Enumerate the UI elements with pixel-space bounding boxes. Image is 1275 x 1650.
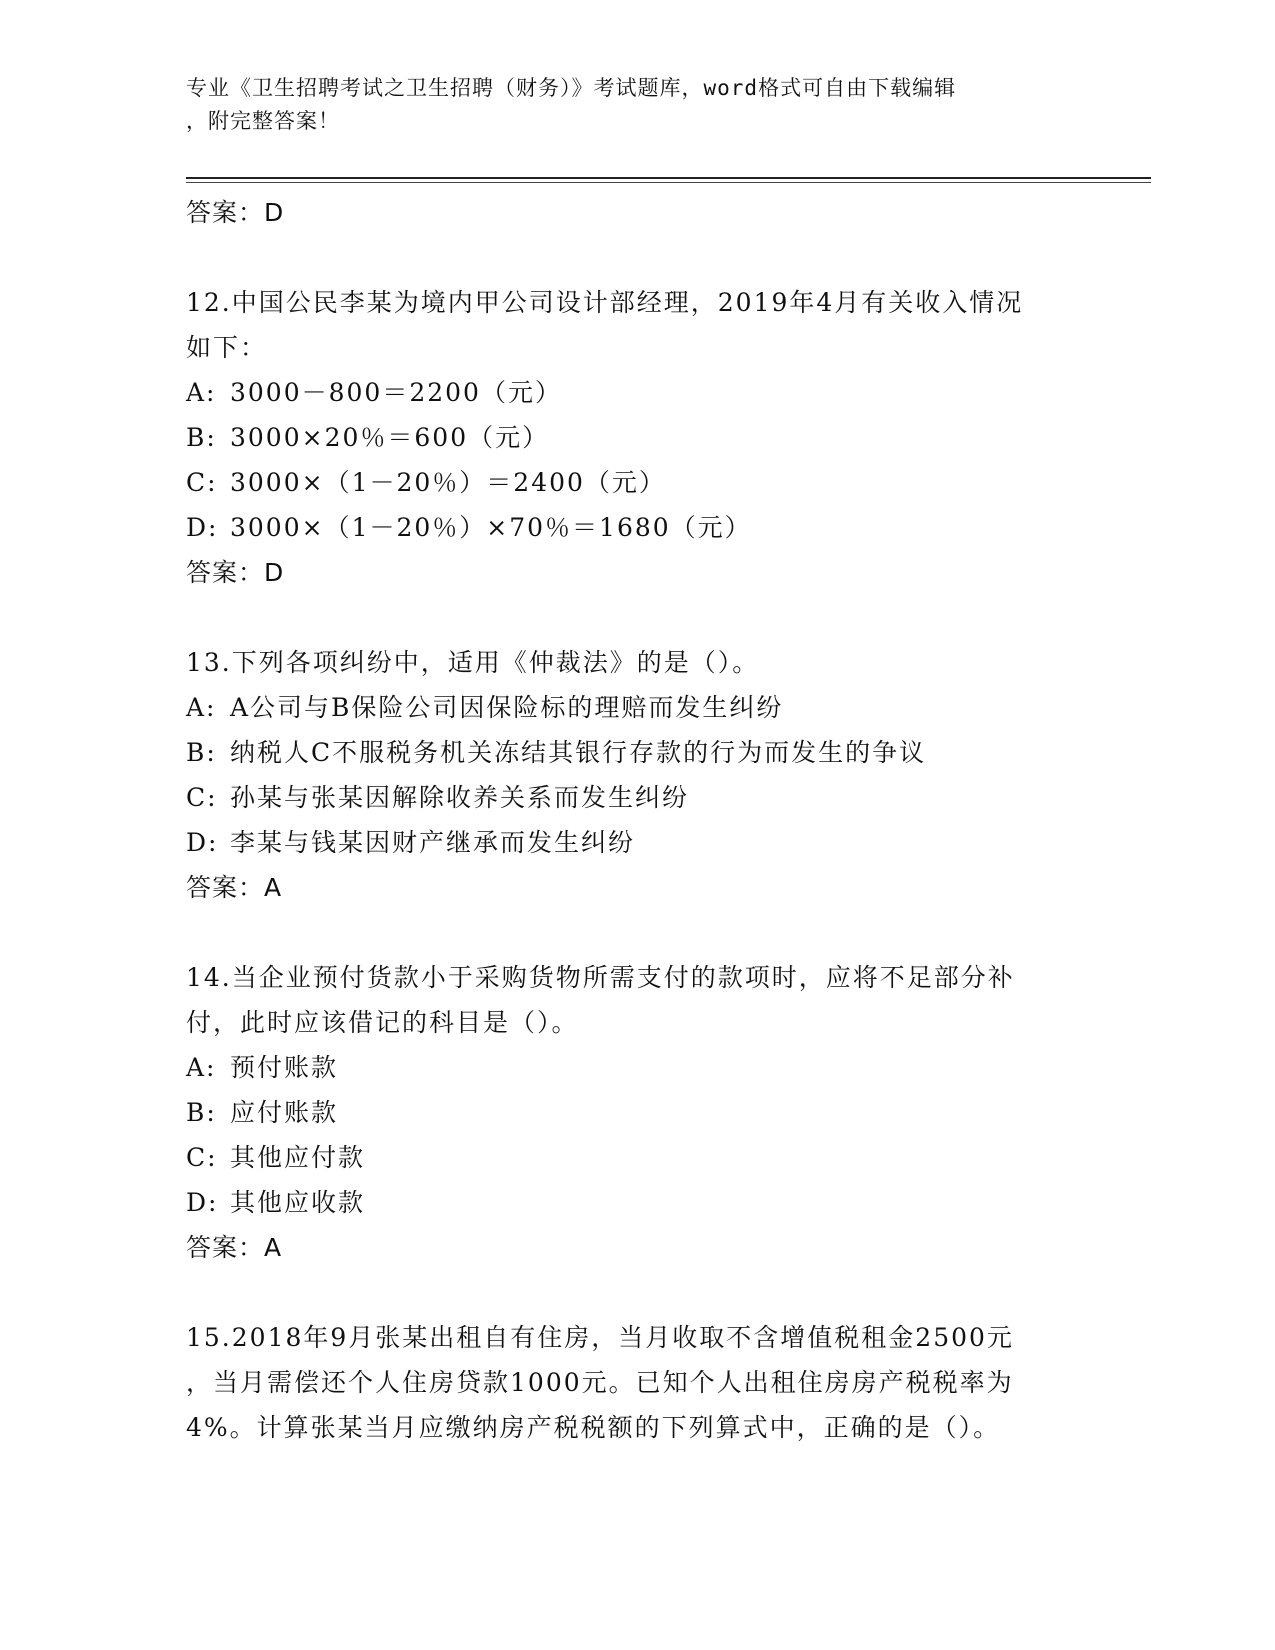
option-d [186, 505, 1086, 550]
option-label: B: [186, 1098, 217, 1127]
header-line-2: ，附完整答案！ [186, 109, 340, 133]
option-c [186, 1135, 1086, 1180]
option-label: D: [186, 513, 219, 542]
option-label: D: [186, 1188, 219, 1217]
option-text: 李某与钱某因财产继承而发生纠纷 [230, 828, 636, 857]
option-d [186, 820, 1086, 865]
header-line-1: 专业《卫生招聘考试之卫生招聘（财务）》考试题库，word格式可自由下载编辑 [186, 76, 957, 100]
option-text: 预付账款 [230, 1053, 339, 1082]
answer-line: 答案：D [186, 558, 285, 587]
option-label: C: [186, 783, 218, 812]
question-text: 13.下列各项纠纷中，适用《仲裁法》的是（）。 [186, 648, 760, 677]
question-text: 15.2018年9月张某出租自有住房，当月收取不含增值税租金2500元 ，当月需偿还个人住房贷款1000元。已知个人出租住房房产税税率为 4%。计算张某当月应缴纳房产税税额的下列算式中，正确的是（）。 [186, 1323, 1014, 1442]
option-text: 孙某与张某因解除收养关系而发生纠纷 [230, 783, 690, 812]
option-text: A公司与B保险公司因保险标的理赔而发生纠纷 [230, 693, 784, 722]
option-label: C: [186, 468, 218, 497]
question-13 [186, 640, 1086, 910]
option-a [186, 370, 1086, 415]
option-text: 纳税人C不服税务机关冻结其银行存款的行为而发生的争议 [230, 738, 927, 767]
question-14 [186, 955, 1086, 1270]
option-text: 3000－800＝2200（元） [230, 378, 562, 407]
option-a [186, 1045, 1086, 1090]
answer-line: 答案：A [186, 1233, 283, 1262]
option-text: 其他应收款 [230, 1188, 366, 1217]
previous-answer: 答案：D [186, 198, 285, 227]
question-12 [186, 280, 1086, 595]
question-text: 12.中国公民李某为境内甲公司设计部经理，2019年4月有关收入情况 如下： [186, 288, 1024, 362]
option-label: A: [186, 378, 217, 407]
option-b [186, 730, 1086, 775]
option-b [186, 1090, 1086, 1135]
question-text: 14.当企业预付货款小于采购货物所需支付的款项时，应将不足部分补 付，此时应该借记的科目是（）。 [186, 963, 1015, 1037]
option-c [186, 460, 1086, 505]
option-label: B: [186, 423, 217, 452]
option-text: 3000×（1－20％）×70％＝1680（元） [230, 513, 752, 542]
option-label: A: [186, 1053, 217, 1082]
question-15 [186, 1315, 1086, 1450]
option-text: 应付账款 [230, 1098, 339, 1127]
option-d [186, 1180, 1086, 1225]
page-header [186, 72, 1066, 138]
option-text: 3000×20％＝600（元） [230, 423, 550, 452]
option-c [186, 775, 1086, 820]
option-label: C: [186, 1143, 218, 1172]
answer-line: 答案：A [186, 873, 283, 902]
header-divider-thin [186, 182, 1151, 183]
option-b [186, 415, 1086, 460]
option-text: 其他应付款 [230, 1143, 366, 1172]
option-label: B: [186, 738, 217, 767]
option-a [186, 685, 1086, 730]
option-text: 3000×（1－20％）＝2400（元） [230, 468, 666, 497]
question-list [186, 190, 1086, 1450]
option-label: A: [186, 693, 217, 722]
option-label: D: [186, 828, 219, 857]
header-divider-thick [186, 177, 1151, 179]
